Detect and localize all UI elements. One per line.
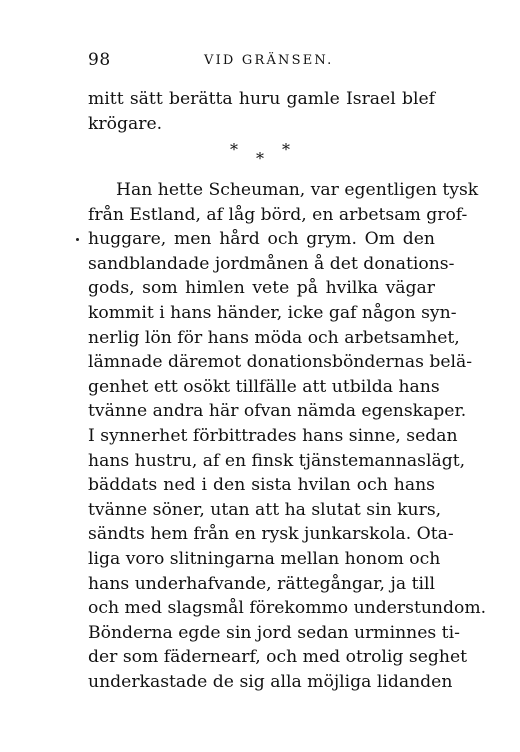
text-line: sändts hem från en rysk junkarskola. Ota- [88,524,454,545]
main-paragraph [88,178,487,694]
text-line: genhet ett osökt tillfälle att utbilda hans [88,376,440,397]
print-speck [76,238,79,241]
text-line: bäddats ned i den sista hvilan och hans [88,475,435,496]
text-line: der som fädernearf, och med otrolig seghet [88,647,468,668]
asterism-separator [226,140,296,170]
asterisk: * [256,149,264,168]
text-line: tvänne söner, utan att ha slutat sin kurs, [88,499,442,520]
asterisk: * [282,140,290,159]
text-line: hans hustru, af en finsk tjänstemannaslägt, [88,450,466,471]
text-line: gods, som himlen vete på hvilka vägar [88,278,435,299]
text-line: tvänne andra här ofvan nämda egenskaper. [88,401,467,422]
text-line: sandblandade jordmånen å det donations- [88,253,455,274]
opening-text [88,87,435,136]
text-line: och med slagsmål förekommo understundom. [88,598,487,619]
text-line: mitt sätt berätta huru gamle Israel blef [88,89,435,109]
text-line: I synnerhet förbittrades hans sinne, sedan [88,425,458,446]
text-line: underkastade de sig alla möjliga lidanden [88,671,453,692]
text-line: nerlig lön för hans möda och arbetsamhet, [88,327,460,348]
text-line: från Estland, af låg börd, en arbetsam grof- [88,204,468,225]
text-line: hans underhafvande, rättegångar, ja till [88,573,435,594]
asterisk: * [230,140,238,159]
running-head: VID GRÄNSEN. [204,53,334,68]
page-number: 98 [88,50,111,70]
text-line: huggare, men hård och grym. Om den [88,229,435,250]
text-line: Han hette Scheuman, var egentligen tysk [116,180,479,200]
text-line: krögare. [88,113,163,134]
text-line: lämnade däremot donationsböndernas belä- [88,352,473,373]
text-line: kommit i hans händer, icke gaf någon syn- [88,302,457,323]
text-line: Bönderna egde sin jord sedan urminnes ti- [88,622,460,643]
text-line: liga voro slitningarna mellan honom och [88,548,441,569]
